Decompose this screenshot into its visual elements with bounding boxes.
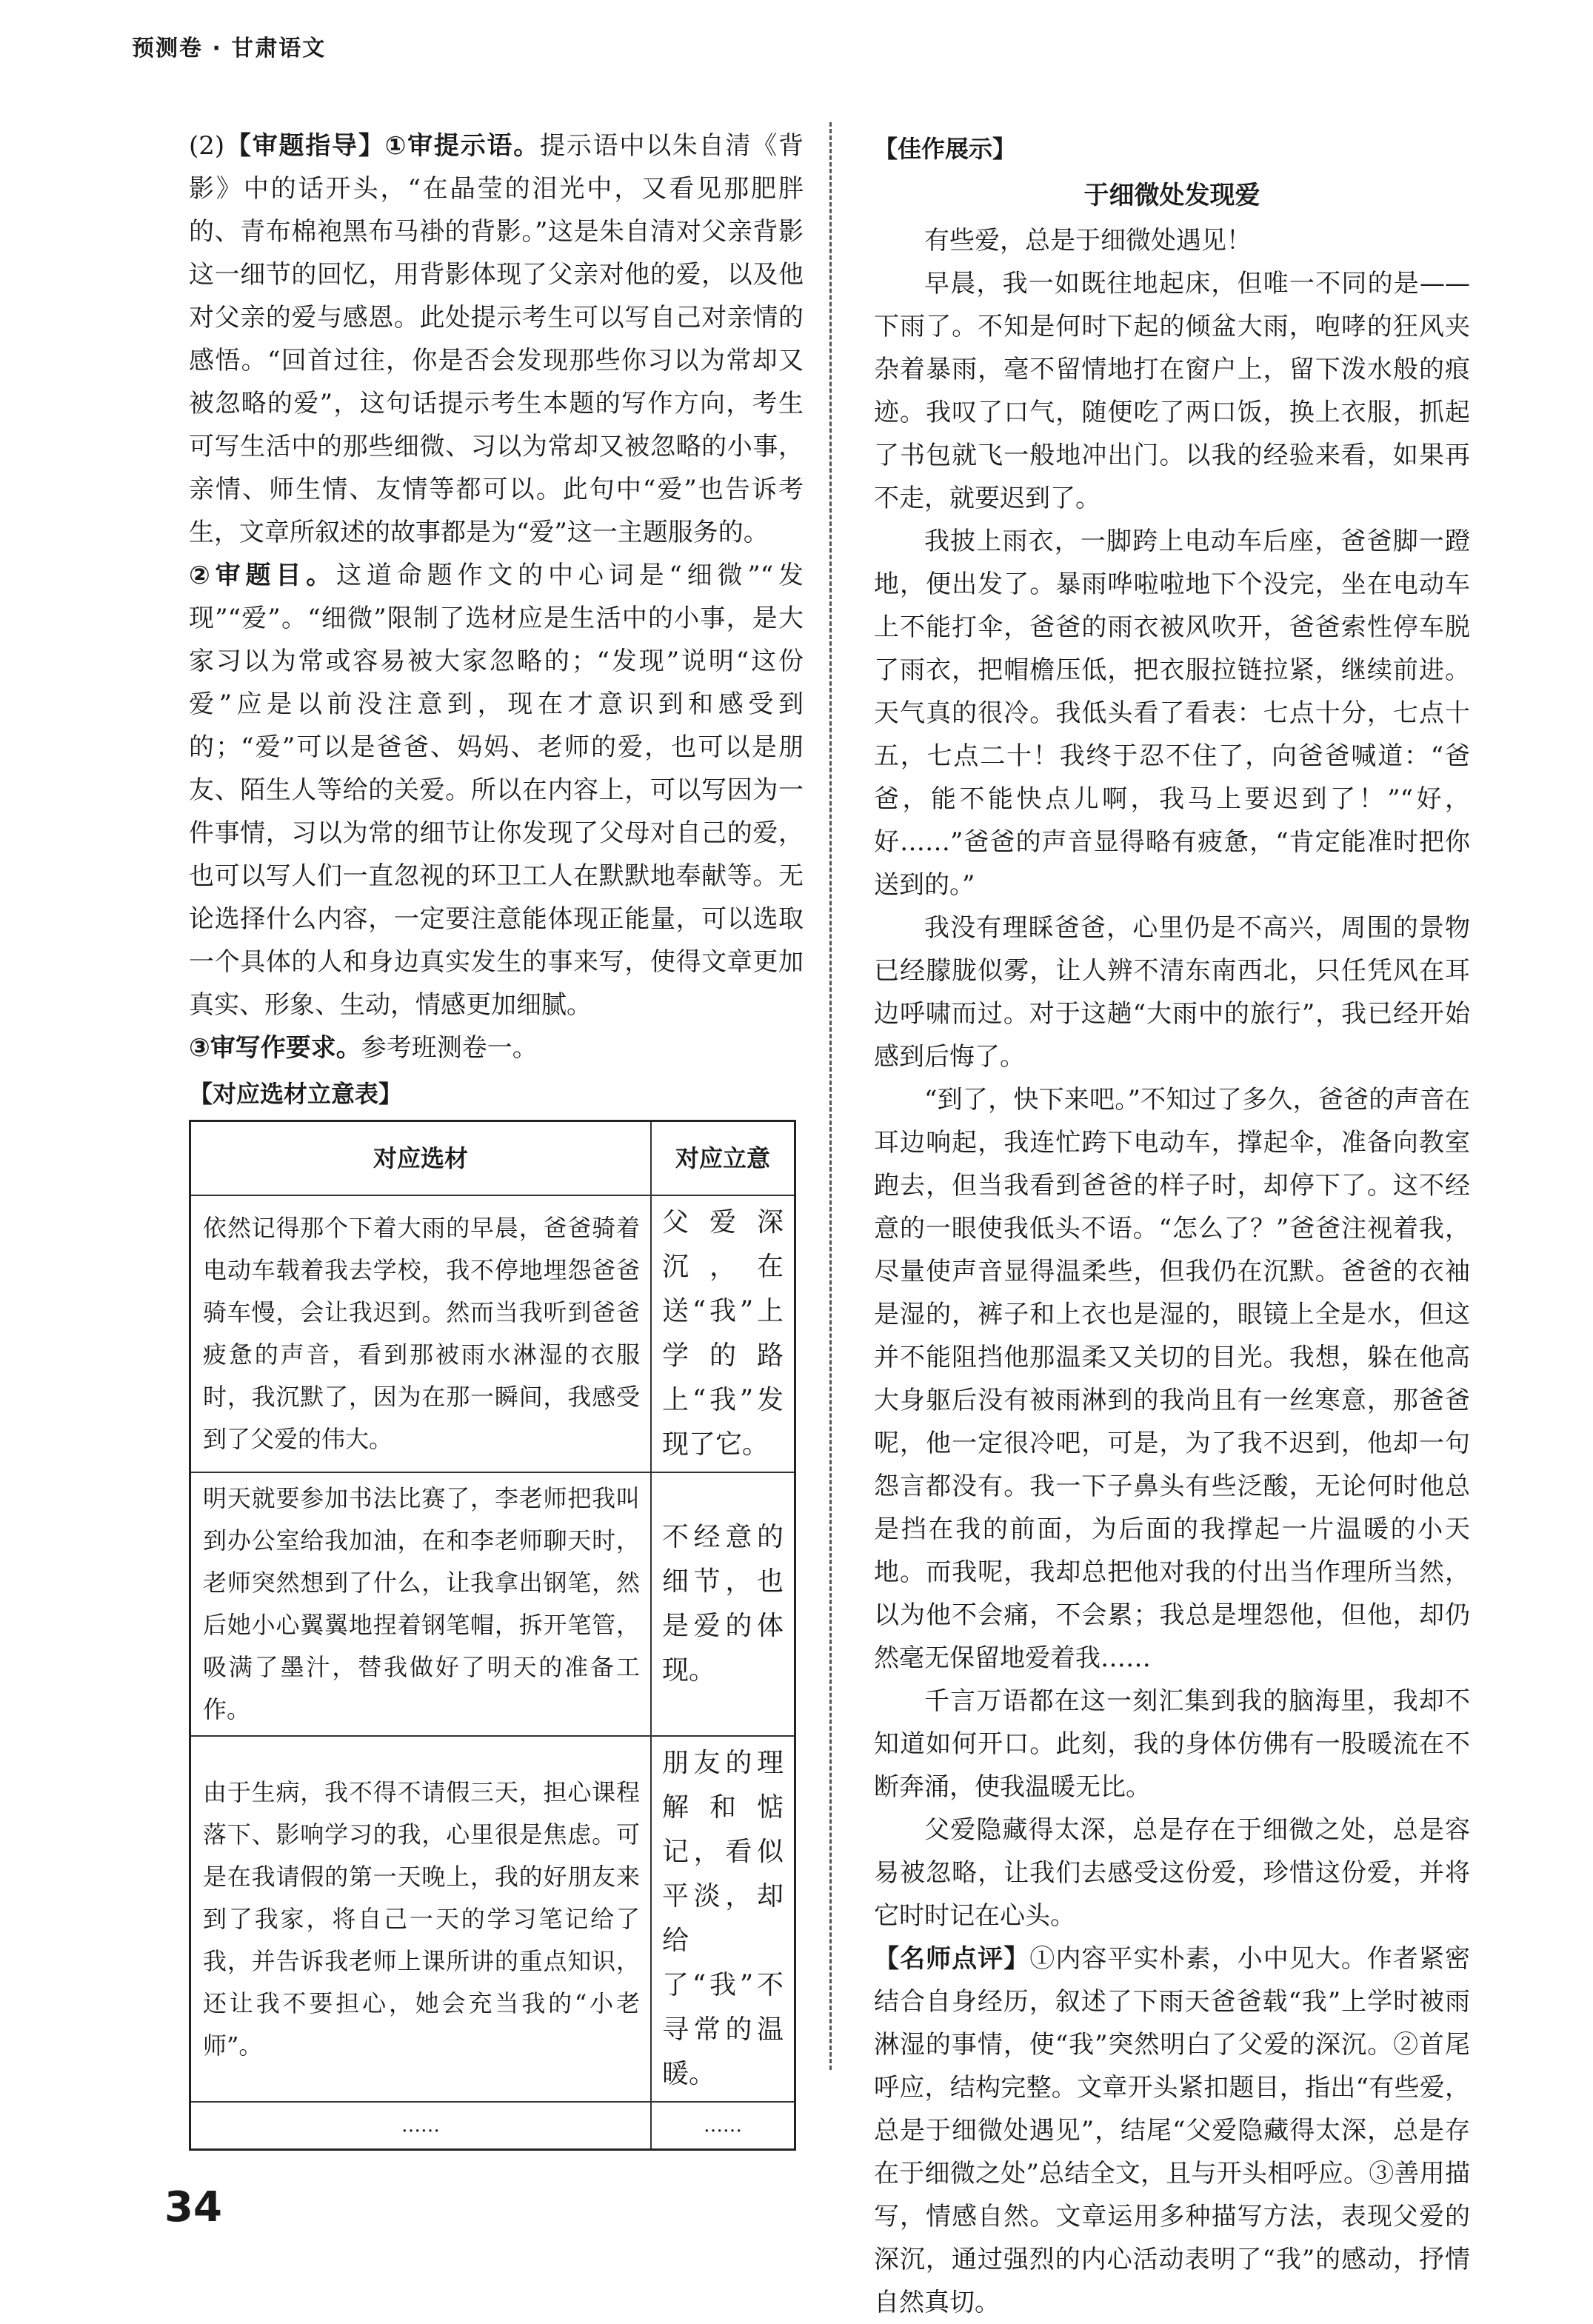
step1-text: 提示语中以朱自清《背影》中的话开头，“在晶莹的泪光中，又看见那肥胖的、青布棉袍黑布马褂的背影。”这是朱自清对父亲背影这一细节的回忆，用背影体现了父亲对他的爱，以及他对父亲的爱与感恩。此处提示考生可以写自己对亲情的感悟。“回首过往，你是否会发现那些你习以为常却又被忽略的爱”，这句话提示考生本题的写作方向，考生可写生活中的那些细微、习以为常却又被忽略的小事，亲情、师生情、友情等都可以。此句中“爱”也告诉考生，文章所叙述的故事都是为“爱”这一主题服务的。 <box>189 131 804 547</box>
table-cell-point: 父爱深沉，在送“我”上学的路上“我”发现了它。 <box>651 1195 795 1472</box>
table-cell-point: 朋友的理解和惦记，看似平淡，却给了“我”不寻常的温暖。 <box>651 1736 795 2102</box>
material-table <box>189 1120 796 2151</box>
left-column <box>189 124 804 2151</box>
comment-tag: 【名师点评】 <box>874 1944 1030 1974</box>
essay-paragraph: “到了，快下来吧。”不知过了多久，爸爸的声音在耳边响起，我连忙跨下电动车，撑起伞，准备向教室跑去，但当我看到爸爸的样子时，却停下了。这不经意的一眼使我低头不语。“怎么了？”爸爸注视着我，尽量使声音显得温柔些，但我仍在沉默。爸爸的衣袖是湿的，裤子和上衣也是湿的，眼镜上全是水，但这并不能阻挡他那温柔又关切的目光。我想，躲在他高大身躯后没有被雨淋到的我尚且有一丝寒意，那爸爸呢，他一定很冷吧，可是，为了我不迟到，他却一句怨言都没有。我一下子鼻头有些泛酸，无论何时他总是挡在我的前面，为后面的我撑起一片温暖的小天地。而我呢，我却总把他对我的付出当作理所当然，以为他不会痛，不会累；我总是埋怨他，但他，却仍然毫无保留地爱着我…… <box>874 1085 1470 1673</box>
table-heading: 【对应选材立意表】 <box>189 1080 403 1108</box>
right-column <box>874 124 1470 2324</box>
step3-text: 参考班测卷一。 <box>361 1033 538 1063</box>
step2-text: 这道命题作文的中心词是“细微”“发现”“爱”。“细微”限制了选材应是生活中的小事，是大家习以为常或容易被大家忽略的；“发现”说明“这份爱”应是以前没注意到，现在才意识到和感受到的；“爱”可以是爸爸、妈妈、老师的爱，也可以是朋友、陌生人等给的关爱。所以在内容上，可以写因为一件事情，习以为常的细节让你发现了父母对自己的爱，也可以写人们一直忽视的环卫工人在默默地奉献等。无论选择什么内容，一定要注意能体现正能量，可以选取一个具体的人和身边真实发生的事来写，使得文章更加真实、形象、生动，情感更加细腻。 <box>189 561 804 1020</box>
table-row <box>190 1195 795 1472</box>
step1-label: ①审提示语。 <box>384 131 541 161</box>
essay-paragraph: 有些爱，总是于细微处遇见！ <box>924 226 1252 256</box>
step2-label: ②审题目。 <box>189 561 337 590</box>
guide-intro: (2) <box>189 131 225 161</box>
guide-step2 <box>189 554 804 1026</box>
guide-step3 <box>189 1026 804 1069</box>
table-row <box>190 1472 795 1736</box>
page-number: 34 <box>164 2183 222 2231</box>
table-row <box>190 1736 795 2102</box>
essay-title: 于细微处发现爱 <box>1083 181 1260 210</box>
showcase-heading: 【佳作展示】 <box>874 135 1017 163</box>
step3-label: ③审写作要求。 <box>189 1033 361 1063</box>
guide-step1 <box>189 124 804 554</box>
table-cell-point: 不经意的细节，也是爱的体现。 <box>651 1472 795 1736</box>
table-cell-material: 依然记得那个下着大雨的早晨，爸爸骑着电动车载着我去学校，我不停地埋怨爸爸骑车慢，会让我迟到。然而当我听到爸爸疲惫的声音，看到那被雨水淋湿的衣服时，我沉默了，因为在那一瞬间，我感受到了父爱的伟大。 <box>190 1195 652 1472</box>
table-cell-material: 明天就要参加书法比赛了，李老师把我叫到办公室给我加油，在和李老师聊天时，老师突然想到了什么，让我拿出钢笔，然后她小心翼翼地捏着钢笔帽，拆开笔管，吸满了墨汁，替我做好了明天的准备工作。 <box>190 1472 652 1736</box>
table-row <box>190 2102 795 2150</box>
page-header: 预测卷 · 甘肃语文 <box>132 36 327 61</box>
essay-paragraph: 我没有理睬爸爸，心里仍是不高兴，周围的景物已经朦胧似雾，让人辨不清东南西北，只任凭风在耳边呼啸而过。对于这趟“大雨中的旅行”，我已经开始感到后悔了。 <box>874 913 1470 1072</box>
teacher-comment <box>874 1937 1470 2324</box>
column-divider <box>829 122 832 2070</box>
essay-paragraph: 父爱隐藏得太深，总是存在于细微之处，总是容易被忽略，让我们去感受这份爱，珍惜这份爱，并将它时时记在心头。 <box>874 1815 1470 1931</box>
table-header-material: 对应选材 <box>190 1121 652 1196</box>
table-header-point: 对应立意 <box>651 1121 795 1196</box>
essay-paragraph: 我披上雨衣，一脚跨上电动车后座，爸爸脚一蹬地，便出发了。暴雨哗啦啦地下个没完，坐在电动车上不能打伞，爸爸的雨衣被风吹开，爸爸索性停车脱了雨衣，把帽檐压低，把衣服拉链拉紧，继续前进。天气真的很冷。我低头看了看表：七点十分，七点十五，七点二十！我终于忍不住了，向爸爸喊道：“爸爸，能不能快点儿啊，我马上要迟到了！”“好，好……”爸爸的声音显得略有疲惫，“肯定能准时把你送到的。” <box>874 527 1470 900</box>
guide-tag: 【审题指导】 <box>224 131 385 161</box>
comment-text: ①内容平实朴素，小中见大。作者紧密结合自身经历，叙述了下雨天爸爸载“我”上学时被雨淋湿的事情，使“我”突然明白了父爱的深沉。②首尾呼应，结构完整。文章开头紧扣题目，指出“有些爱，总是于细微处遇见”，结尾“父爱隐藏得太深，总是存在于细微之处”总结全文，且与开头相呼应。③善用描写，情感自然。文章运用多种描写方法，表现父爱的深沉，通过强烈的内心活动表明了“我”的感动，抒情自然真切。 <box>874 1944 1471 2317</box>
table-cell-point: …… <box>651 2102 795 2150</box>
table-cell-material: …… <box>190 2102 652 2150</box>
table-cell-material: 由于生病，我不得不请假三天，担心课程落下、影响学习的我，心里很是焦虑。可是在我请假的第一天晚上，我的好朋友来到了我家，将自己一天的学习笔记给了我，并告诉我老师上课所讲的重点知识，还让我不要担心，她会充当我的“小老师”。 <box>190 1736 652 2102</box>
essay-paragraph: 早晨，我一如既往地起床，但唯一不同的是——下雨了。不知是何时下起的倾盆大雨，咆哮的狂风夹杂着暴雨，毫不留情地打在窗户上，留下泼水般的痕迹。我叹了口气，随便吃了两口饭，换上衣服，抓起了书包就飞一般地冲出门。以我的经验来看，如果再不走，就要迟到了。 <box>874 269 1470 513</box>
table-header-row <box>190 1121 795 1196</box>
essay-paragraph: 千言万语都在这一刻汇集到我的脑海里，我却不知道如何开口。此刻，我的身体仿佛有一股暖流在不断奔涌，使我温暖无比。 <box>874 1686 1470 1802</box>
